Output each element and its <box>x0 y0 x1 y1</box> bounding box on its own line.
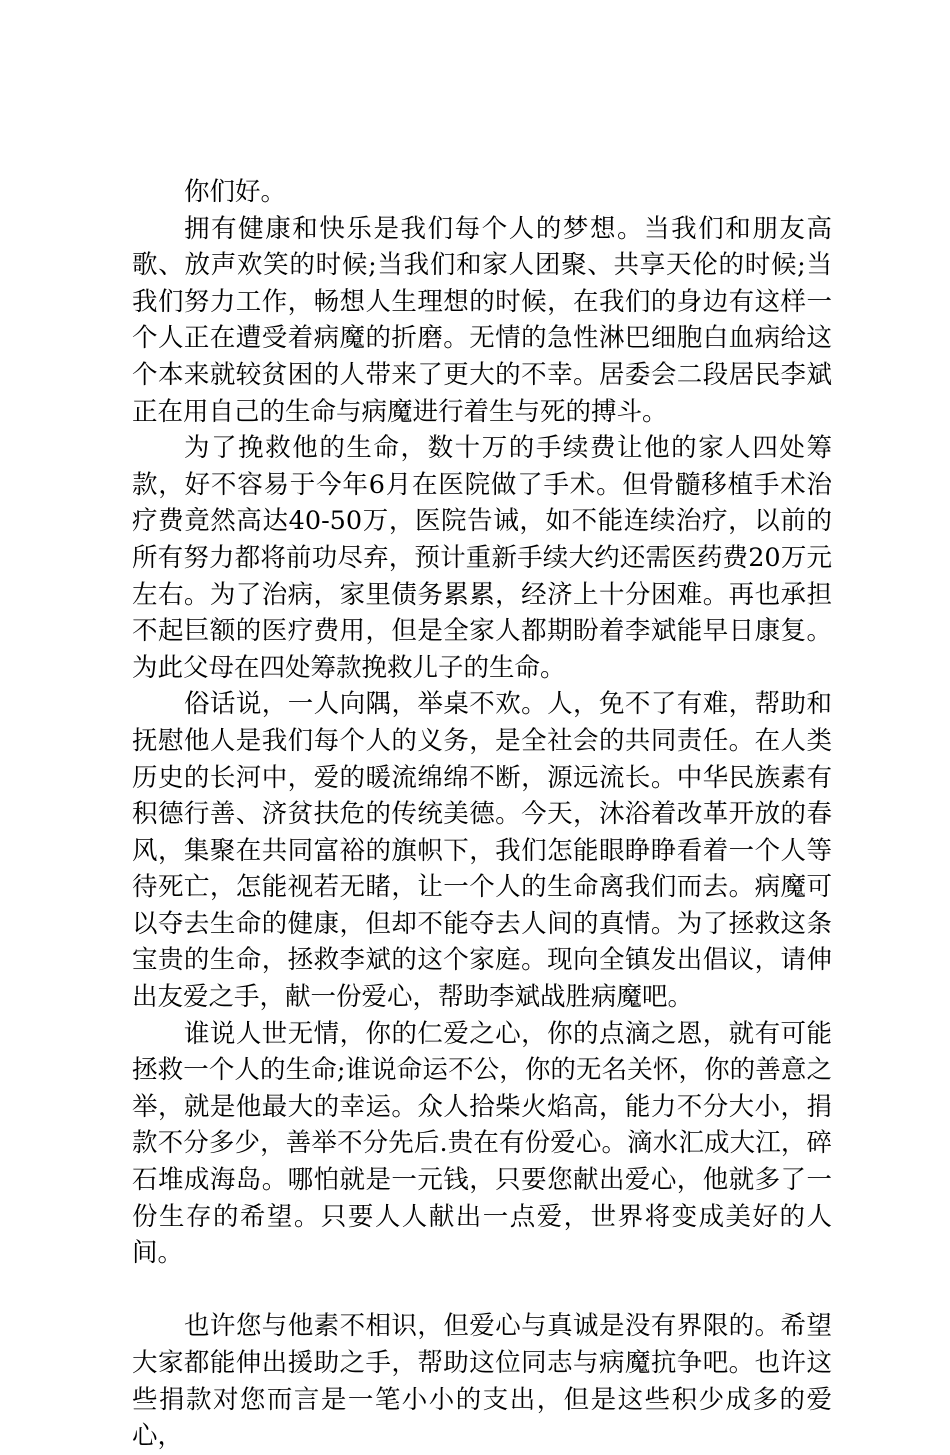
paragraph-5: 也许您与他素不相识，但爱心与真诚是没有界限的。希望大家都能伸出援助之手，帮助这位同志与病魔抗争吧。也许这些捐款对您而言是一笔小小的支出，但是这些积少成多的爱心， <box>132 1311 832 1452</box>
letter-body <box>132 174 832 1455</box>
paragraph-1: 拥有健康和快乐是我们每个人的梦想。当我们和朋友高歌、放声欢笑的时候;当我们和家人团聚、共享天伦的时候;当我们努力工作，畅想人生理想的时候，在我们的身边有这样一个人正在遭受着病魔的折磨。无情的急性淋巴细胞白血病给这个本来就较贫困的人带来了更大的不幸。居委会二段居民李斌正在用自己的生命与病魔进行着生与死的搏斗。 <box>132 213 832 427</box>
paragraph-3: 俗话说，一人向隅，举桌不欢。人，免不了有难，帮助和抚慰他人是我们每个人的义务，是全社会的共同责任。在人类历史的长河中，爱的暖流绵绵不断，源远流长。中华民族素有积德行善、济贫扶危的传统美德。今天，沐浴着改革开放的春风，集聚在共同富裕的旗帜下，我们怎能眼睁睁看着一个人等待死亡，怎能视若无睹，让一个人的生命离我们而去。病魔可以夺去生命的健康，但却不能夺去人间的真情。为了拯救这条宝贵的生命，拯救李斌的这个家庭。现向全镇发出倡议，请伸出友爱之手，献一份爱心，帮助李斌战胜病魔吧。 <box>132 689 832 1013</box>
paragraph-2: 为了挽救他的生命，数十万的手续费让他的家人四处筹款，好不容易于今年6月在医院做了手术。但骨髓移植手术治疗费竟然高达40-50万，医院告诫，如不能连续治疗，以前的所有努力都将前功尽弃，预计重新手续大约还需医药费20万元左右。为了治病，家里债务累累，经济上十分困难。再也承担不起巨额的医疗费用，但是全家人都期盼着李斌能早日康复。为此父母在四处筹款挽救儿子的生命。 <box>132 433 832 683</box>
paragraph-4: 谁说人世无情，你的仁爱之心，你的点滴之恩，就有可能拯救一个人的生命;谁说命运不公，你的无名关怀，你的善意之举，就是他最大的幸运。众人拾柴火焰高，能力不分大小，捐款不分多少，善举不分先后.贵在有份爱心。滴水汇成大江，碎石堆成海岛。哪怕就是一元钱，只要您献出爱心，他就多了一份生存的希望。只要人人献出一点爱，世界将变成美好的人间。 <box>132 1018 832 1269</box>
paragraph-greeting: 你们好。 <box>184 177 287 207</box>
paragraph-spacer <box>132 1272 832 1309</box>
